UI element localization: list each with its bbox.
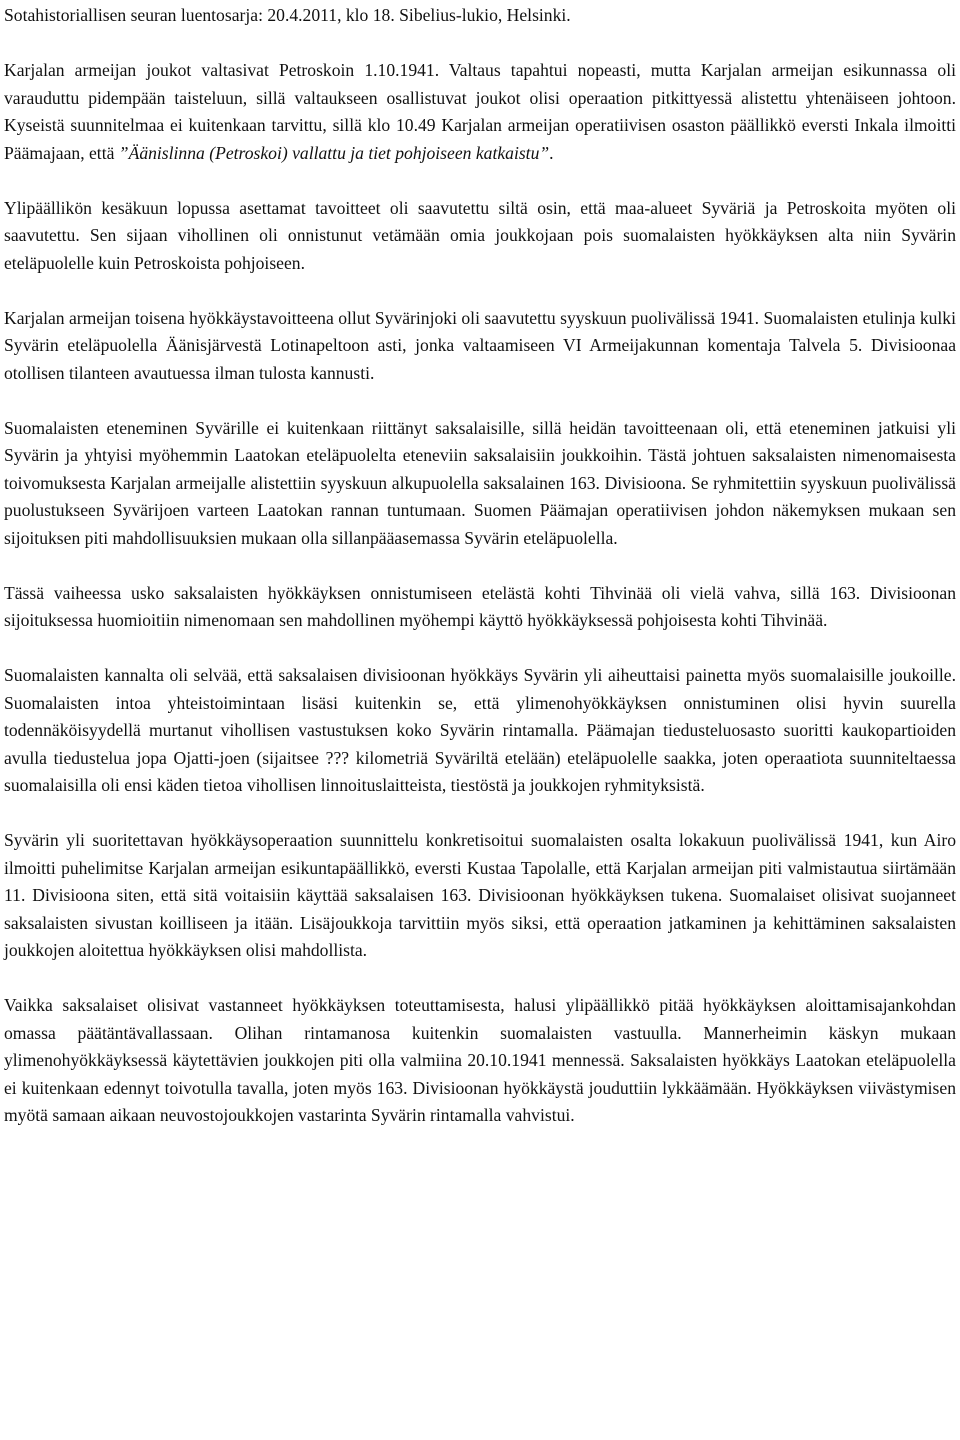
paragraph-text: Karjalan armeijan joukot valtasivat Petroskoin 1.10.1941. Valtaus tapahtui nopeasti, mutta Karjalan armeijan esikunnassa oli varauduttu pidempään taisteluun, sillä valtaukseen osallistuvat joukot olisi operaation pitkittyessä alistettu yhtenäiseen johtoon. Kyseistä suunnitelmaa ei kuitenkaan tarvittu, sillä klo 10.49 Karjalan armeijan operatiivisen osaston päällikkö eversti Inkala ilmoitti Päämajaan, että xyxy=(4,60,956,163)
paragraph-german-163-division: Suomalaisten eteneminen Syvärille ei kuitenkaan riittänyt saksalaisille, sillä heidän tavoitteenaan oli, että eteneminen jatkuisi yli Syvärin ja yhtyisi myöhemmin Laatokan eteläpuolelta eteneviin saksalaisiin joukkoihin. Tästä johtuen saksalaisten nimenomaisesta toivomuksesta Karjalan armeijalle alistettiin syyskuun alkupuolella saksalainen 163. Divisioona. Se ryhmitettiin syyskuun puolivälissä puolustukseen Syvärijoen varteen Laatokan rannan tuntumaan. Suomen Päämajan operatiivisen johdon näkemyksen mukaan sen sijoituksen piti mahdollisuuksien mukaan olla sillanpääasemassa Syvärin eteläpuolella. xyxy=(4,417,956,548)
paragraph-syvarinjoki: Karjalan armeijan toisena hyökkäystavoitteena ollut Syvärinjoki oli saavutettu syyskuun puolivälissä 1941. Suomalaisten etulinja kulki Syvärin eteläpuolella Äänisjärvestä Lotinapeltoon asti, jonka valtaamiseen VI Armeijakunnan komentaja Talvela 5. Divisioonaa otollisen tilanteen avautuessa ilman tulosta kannusti. xyxy=(4,307,956,383)
paragraph-petroskoi-capture xyxy=(4,57,956,167)
paragraph-text-end: . xyxy=(549,142,554,163)
paragraph-finnish-perspective: Suomalaisten kannalta oli selvää, että saksalaisen divisioonan hyökkäys Syvärin yli aiheuttaisi painetta myös suomalaisille joukoille. Suomalaisten intoa yhteistoimintaan lisäsi kuitenkin se, että ylimenohyökkäyksen onnistuminen olisi hyvin suurella todennäköisyydellä murtanut vihollisen vastustuksen koko Syvärin rintamalla. Päämajan tiedusteluosasto suoritti kaukopartioiden avulla tiedustelua jopa Ojatti-joen (sijaitsee ??? kilometriä Syväriltä etelään) eteläpuolelle saakka, joten operaatiota suunniteltaessa suomalaisilla oli ensi käden tietoa vihollisen linnoituslaitteista, tiestöstä ja joukkojen ryhmityksistä. xyxy=(4,665,956,795)
paragraph-attack-delay: Vaikka saksalaiset olisivat vastanneet hyökkäyksen toteuttamisesta, halusi ylipäällikkö pitää hyökkäyksen aloittamisajankohdan omassa päätäntävallassaan. Olihan rintamanosa kuitenkin suomalaisten vastuulla. Mannerheimin käskyn mukaan ylimenohyökkäyksessä käytettävien joukkojen piti olla valmiina 20.10.1941 mennessä. Saksalaisten hyökkäys Laatokan eteläpuolella ei kuitenkaan edennyt toivotulla tavalla, joten myös 163. Divisioonan hyökkäystä jouduttiin lykkäämään. Hyökkäyksen viivästymisen myötä samaan aikaan neuvostojoukkojen vastarinta Syvärin rintamalla vahvistui. xyxy=(4,995,956,1125)
spacer xyxy=(4,30,956,58)
paragraph-objectives: Ylipäällikön kesäkuun lopussa asettamat tavoitteet oli saavutettu siltä osin, että maa-alueet Syväriä ja Petroskoita myöten oli saavutettu. Sen sijaan vihollinen oli onnistunut vetämään omia joukkojaan pois suomalaisten hyökkäyksen alta niin Syvärin eteläpuolelle kuin Petroskoista pohjoiseen. xyxy=(4,197,956,273)
italic-quote: ”Äänislinna (Petroskoi) vallattu ja tiet pohjoiseen katkaistu” xyxy=(118,142,550,163)
paragraph-tihvina: Tässä vaiheessa usko saksalaisten hyökkäyksen onnistumiseen etelästä kohti Tihvinää oli vielä vahva, sillä 163. Divisioonan sijoituksessa huomioitiin nimenomaan sen mahdollinen myöhempi käyttö hyökkäyksessä pohjoisesta kohti Tihvinää. xyxy=(4,582,956,630)
paragraph-operation-planning: Syvärin yli suoritettavan hyökkäysoperaation suunnittelu konkretisoitui suomalaisten osalta lokakuun puolivälissä 1941, kun Airo ilmoitti puhelimitse Karjalan armeijan esikuntapäällikkö, eversti Kustaa Tapolalle, että Karjalan armeijan piti valmistautua siirtämään 11. Divisioona siten, että sitä voitaisiin käyttää saksalaisen 163. Divisioonan hyökkäyksen tukena. Suomalaiset olisivat suojanneet saksalaisten sivustan koilliseen ja itään. Lisäjoukkoja tarvittiin myös siksi, että operaation jatkaminen ja kehittäminen saksalaisten joukkojen aloitettua hyökkäyksen olisi mahdollista. xyxy=(4,830,956,960)
lecture-header: Sotahistoriallisen seuran luentosarja: 20.4.2011, klo 18. Sibelius-lukio, Helsinki. xyxy=(4,5,571,25)
